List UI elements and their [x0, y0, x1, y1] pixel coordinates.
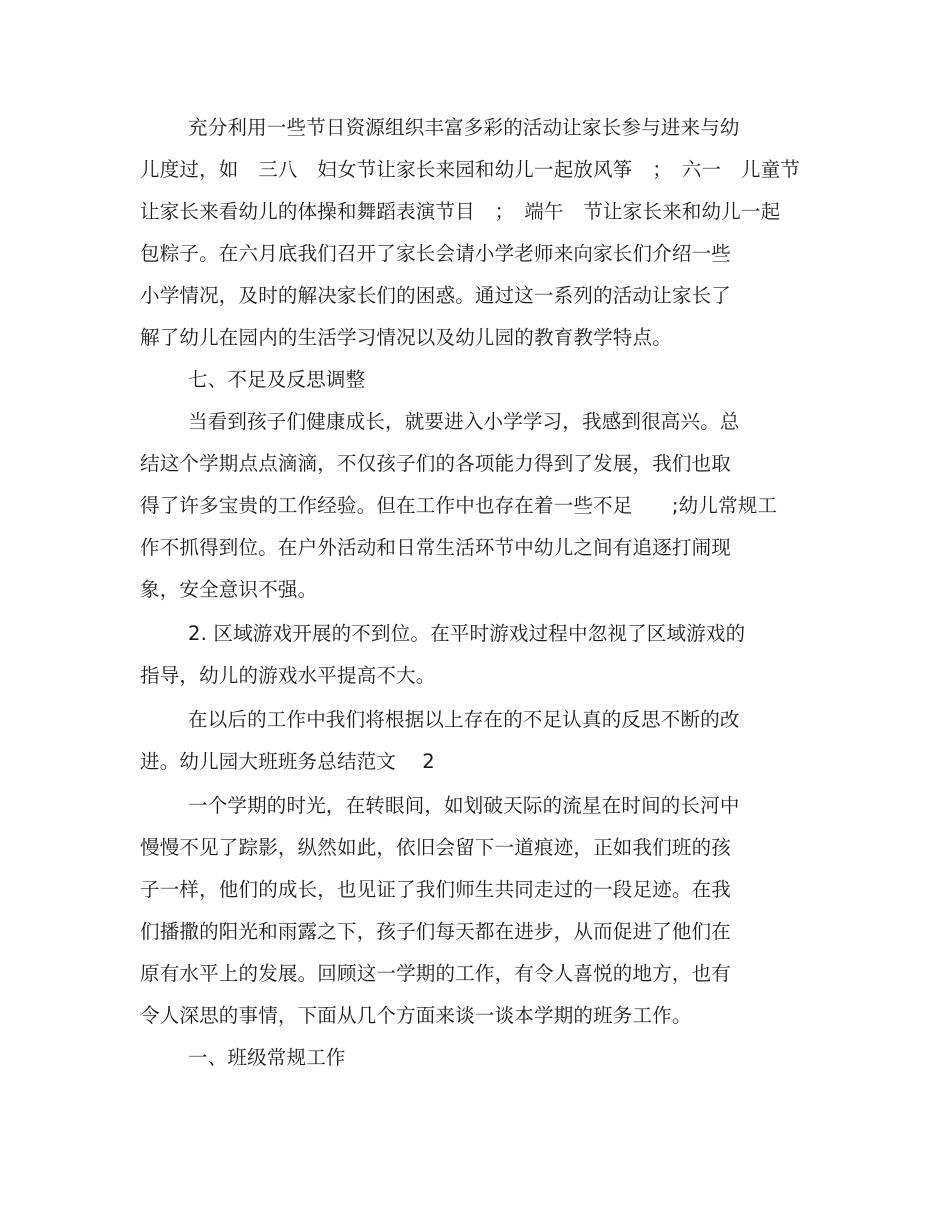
paragraph-line: 儿度过，如 三八 妇女节让家长来园和幼儿一起放风筝 ； 六一 儿童节 — [140, 158, 801, 181]
section-heading: 一、班级常规工作 — [188, 1046, 346, 1069]
paragraph-line: 进。幼儿园大班班务总结范文 2 — [140, 750, 435, 773]
paragraph-line: 原有水平上的发展。回顾这一学期的工作，有令人喜悦的地方，也有 — [140, 962, 732, 985]
paragraph-line: 们播撒的阳光和雨露之下，孩子们每天都在进步，从而促进了他们在 — [140, 920, 732, 943]
paragraph-line: 结这个学期点点滴滴，不仅孩子们的各项能力得到了发展，我们也取 — [140, 452, 732, 475]
paragraph-line: 作不抓得到位。在户外活动和日常生活环节中幼儿之间有追逐打闹现 — [140, 536, 732, 559]
paragraph-line: 子一样，他们的成长，也见证了我们师生共同走过的一段足迹。在我 — [140, 878, 732, 901]
paragraph-line: 一个学期的时光，在转眼间，如划破天际的流星在时间的长河中 — [188, 794, 740, 817]
paragraph-line: 当看到孩子们健康成长，就要进入小学学习，我感到很高兴。总 — [188, 410, 740, 433]
paragraph-line: 小学情况，及时的解决家长们的困惑。通过这一系列的活动让家长了 — [140, 284, 732, 307]
paragraph-line: 包粽子。在六月底我们召开了家长会请小学老师来向家长们介绍一些 — [140, 242, 732, 265]
paragraph-line: 象，安全意识不强。 — [140, 578, 318, 601]
paragraph-line: 让家长来看幼儿的体操和舞蹈表演节目 ； 端午 节让家长来和幼儿一起 — [140, 200, 781, 223]
section-heading: 七、不足及反思调整 — [188, 368, 366, 391]
paragraph-line: 在以后的工作中我们将根据以上存在的不足认真的反思不断的改 — [188, 708, 740, 731]
paragraph-line: 2. 区域游戏开展的不到位。在平时游戏过程中忽视了区域游戏的 — [188, 622, 746, 645]
paragraph-line: 得了许多宝贵的工作经验。但在工作中也存在着一些不足 ;幼儿常规工 — [140, 494, 778, 517]
paragraph-line: 解了幼儿在园内的生活学习情况以及幼儿园的教育教学特点。 — [140, 326, 672, 349]
paragraph-line: 慢慢不见了踪影，纵然如此，依旧会留下一道痕迹，正如我们班的孩 — [140, 836, 732, 859]
paragraph-line: 充分利用一些节日资源组织丰富多彩的活动让家长参与进来与幼 — [188, 116, 740, 139]
paragraph-line: 令人深思的事情，下面从几个方面来谈一谈本学期的班务工作。 — [140, 1004, 692, 1027]
paragraph-line: 指导，幼儿的游戏水平提高不大。 — [140, 664, 436, 687]
